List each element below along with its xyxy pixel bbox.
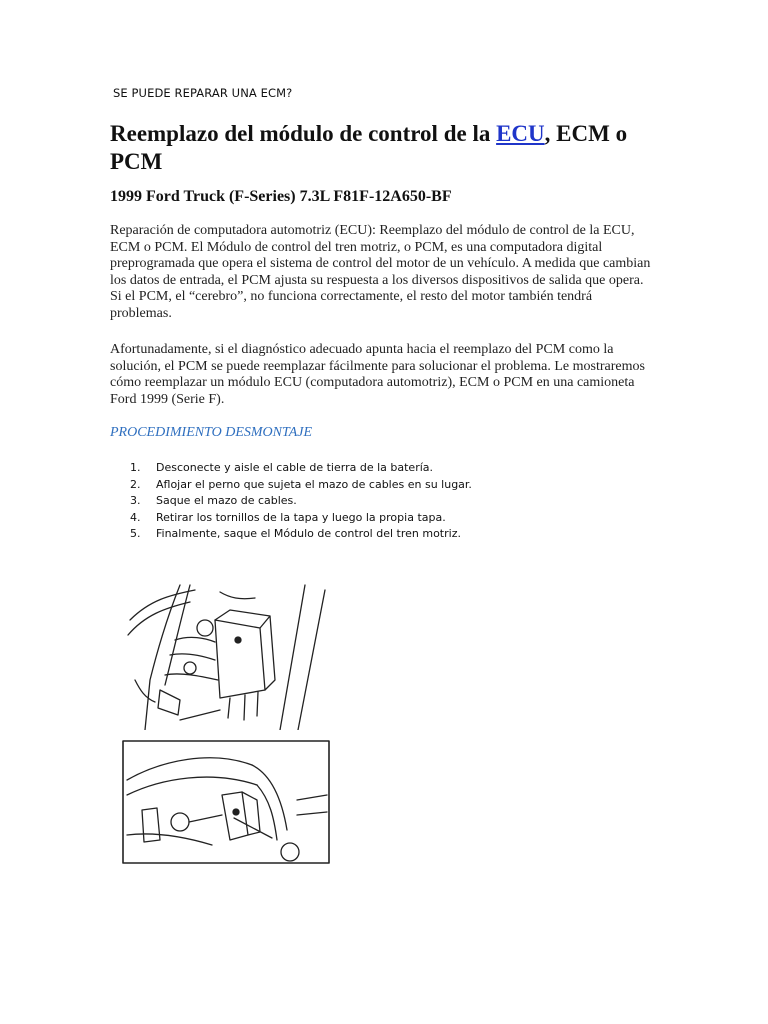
heading-text-start: Reemplazo del módulo de control de la [110,121,497,146]
ecu-link[interactable]: ECU [496,121,545,146]
step-number: 1. [130,461,141,474]
step-text: Aflojar el perno que sujeta el mazo de cables en su lugar. [156,477,472,491]
step-text: Saque el mazo de cables. [156,494,297,507]
engine-bay-illustration [120,580,330,730]
solution-paragraph: Afortunadamente, si el diagnóstico adecuado apunta hacia el reemplazo del PCM como la solución, el PCM se puede reemplazar fácilmente para solucionar el problema. Le mostraremos cómo reemplazar un módulo ECU (computadora automotriz), ECM o PCM en una camioneta Ford 1999 (Serie F). [110,342,645,407]
procedure-title: PROCEDIMIENTO DESMONTAJE [110,425,313,440]
step-text: Desconecte y aisle el cable de tierra de la batería. [156,461,434,474]
list-item [130,526,472,543]
list-item [130,460,472,477]
step-number: 4. [130,510,141,524]
step-text: Retirar los tornillos de la tapa y luego la propia tapa. [156,510,446,524]
steps-list [130,460,472,543]
list-item [130,477,472,494]
heading-text-end: , ECM o PCM [110,121,628,174]
step-number: 3. [130,494,141,507]
step-number: 5. [130,527,141,540]
detail-illustration [122,740,330,864]
list-item [130,510,472,527]
list-item [130,493,472,510]
step-number: 2. [130,477,141,491]
step-text: Finalmente, saque el Módulo de control del tren motriz. [156,527,461,540]
vehicle-subheading: 1999 Ford Truck (F-Series) 7.3L F81F-12A650-BF [110,188,452,205]
intro-paragraph: Reparación de computadora automotriz (ECU): Reemplazo del módulo de control de la ECU, ECM o PCM. El Módulo de control del tren motriz, o PCM, es una computadora digital preprogramada que opera el sistema de control del motor de un vehículo. A medida que cambian los datos de entrada, el PCM ajusta su respuesta a los diversos dispositivos de salida que opera. Si el PCM, el “cerebro”, no funciona correctamente, el resto del motor también tendrá problemas. [110,223,651,321]
main-heading [110,120,670,176]
document-question: SE PUEDE REPARAR UNA ECM? [113,86,293,100]
